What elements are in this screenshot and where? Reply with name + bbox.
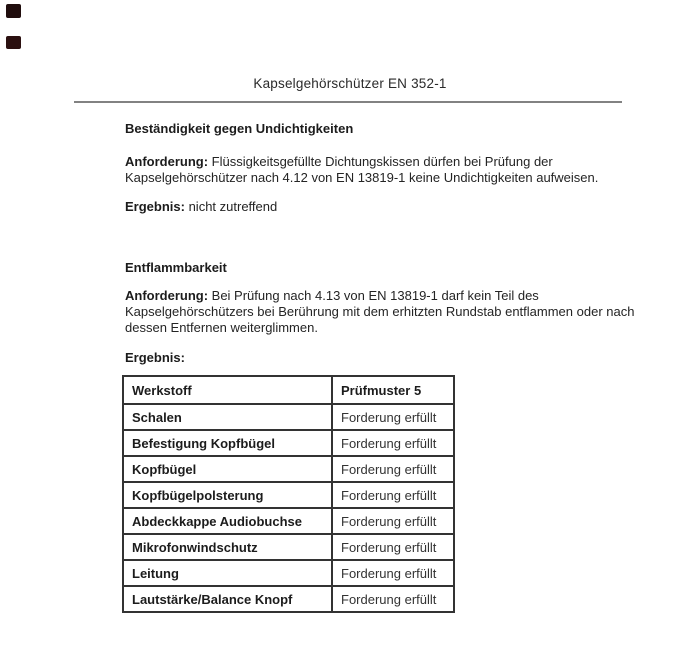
value-cell: Forderung erfüllt [332, 508, 454, 534]
material-cell: Kopfbügel [123, 456, 332, 482]
value-cell: Forderung erfüllt [332, 456, 454, 482]
material-cell: Schalen [123, 404, 332, 430]
value-cell: Forderung erfüllt [332, 482, 454, 508]
value-cell: Forderung erfüllt [332, 534, 454, 560]
page-title: Kapselgehörschützer EN 352-1 [253, 76, 447, 91]
material-cell: Kopfbügelpolsterung [123, 482, 332, 508]
requirement-label: Anforderung: [125, 154, 209, 169]
table-row [123, 430, 454, 456]
section1-heading: Beständigkeit gegen Undichtigkeiten [125, 121, 354, 136]
scan-artifact-bottom [6, 36, 21, 49]
material-cell: Leitung [123, 560, 332, 586]
table-row [123, 534, 454, 560]
section1-requirement-paragraph [125, 154, 598, 186]
paragraph-line [125, 154, 598, 170]
section2-heading: Entflammbarkeit [125, 260, 227, 275]
requirement-text: Bei Prüfung nach 4.13 von EN 13819-1 darf kein Teil des [208, 288, 539, 303]
table-row [123, 404, 454, 430]
paragraph-line: Kapselgehörschützers bei Berührung mit dem erhitzten Rundstab entflammen oder nach [125, 304, 635, 319]
result-label: Ergebnis: [125, 199, 185, 214]
paragraph-line: Kapselgehörschützer nach 4.12 von EN 13819-1 keine Undichtigkeiten aufweisen. [125, 170, 599, 185]
scan-artifact-top [6, 4, 21, 18]
table-row [123, 560, 454, 586]
material-cell: Mikrofonwindschutz [123, 534, 332, 560]
paragraph-line [125, 288, 634, 304]
table-row [123, 456, 454, 482]
header-material: Werkstoff [123, 376, 332, 404]
title-divider-rule [74, 101, 622, 103]
paragraph-line: dessen Entfernen weiterglimmen. [125, 320, 318, 335]
table-row [123, 482, 454, 508]
result-text: nicht zutreffend [184, 199, 278, 214]
table-row [123, 586, 454, 612]
section1-result-line [125, 199, 277, 215]
material-cell: Lautstärke/Balance Knopf [123, 586, 332, 612]
header-specimen: Prüfmuster 5 [332, 376, 454, 404]
value-cell: Forderung erfüllt [332, 430, 454, 456]
value-cell: Forderung erfüllt [332, 586, 454, 612]
requirement-label: Anforderung: [125, 288, 209, 303]
table-header-row [123, 376, 454, 404]
value-cell: Forderung erfüllt [332, 560, 454, 586]
results-table [122, 375, 455, 613]
value-cell: Forderung erfüllt [332, 404, 454, 430]
section2-result-label: Ergebnis: [125, 350, 185, 365]
requirement-text: Flüssigkeitsgefüllte Dichtungskissen dürfen bei Prüfung der [208, 154, 553, 169]
material-cell: Abdeckkappe Audiobuchse [123, 508, 332, 534]
material-cell: Befestigung Kopfbügel [123, 430, 332, 456]
table-row [123, 508, 454, 534]
section2-requirement-paragraph [125, 288, 634, 336]
